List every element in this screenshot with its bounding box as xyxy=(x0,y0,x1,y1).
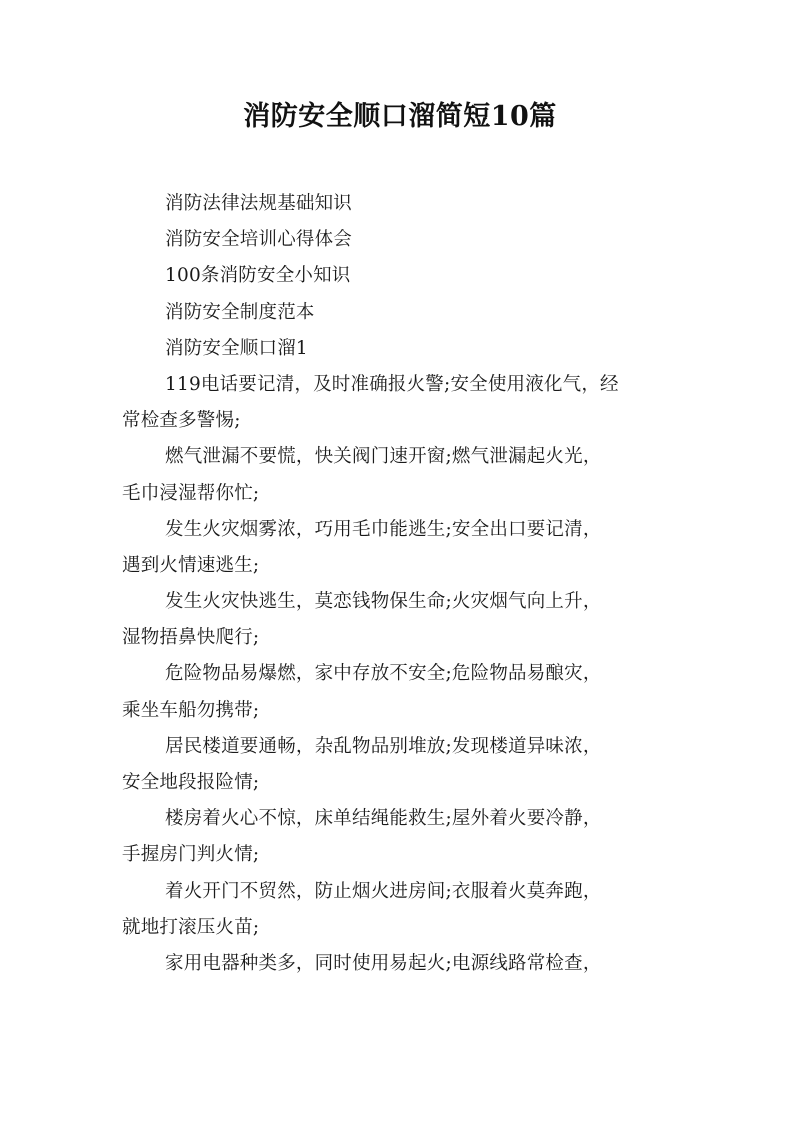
toc-item: 消防法律法规基础知识 xyxy=(165,193,353,214)
paragraph-line: 着火开门不贸然，防止烟火进房间;衣服着火莫奔跑， xyxy=(165,880,602,902)
toc-item: 消防安全制度范本 xyxy=(165,301,315,323)
paragraph xyxy=(122,584,682,656)
paragraph xyxy=(122,656,682,728)
paragraph-line: 湿物捂鼻快爬行; xyxy=(122,627,260,649)
paragraph-line: 家用电器种类多，同时使用易起火;电源线路常检查， xyxy=(165,952,602,974)
paragraph-line: 119电话要记清，及时准确报火警;安全使用液化气，经 xyxy=(165,373,619,395)
paragraph-line: 毛巾浸湿帮你忙; xyxy=(122,482,260,504)
paragraph-line: 安全地段报险情; xyxy=(122,772,260,793)
paragraph xyxy=(122,801,682,873)
paragraph-line: 燃气泄漏不要慌，快关阀门速开窗;燃气泄漏起火光， xyxy=(165,446,602,468)
paragraph-line: 楼房着火心不惊，床单结绳能救生;屋外着火要冷静， xyxy=(165,808,602,830)
paragraph-line: 危险物品易爆燃，家中存放不安全;危险物品易酿灾， xyxy=(165,663,602,685)
document-body xyxy=(122,186,682,982)
paragraph-line: 发生火灾烟雾浓，巧用毛巾能逃生;安全出口要记清， xyxy=(165,518,602,540)
section-heading: 消防安全顺口溜1 xyxy=(165,337,308,359)
paragraph-line: 遇到火情速逃生; xyxy=(122,554,260,576)
paragraph xyxy=(122,367,682,439)
paragraph-line: 居民楼道要通畅，杂乱物品别堆放;发现楼道异味浓， xyxy=(165,735,602,757)
paragraph-line: 手握房门判火情; xyxy=(122,844,260,866)
paragraph xyxy=(122,439,682,511)
document-title: 消防安全顺口溜简短10篇 xyxy=(243,101,557,132)
paragraph xyxy=(122,729,682,801)
paragraph-line: 乘坐车船勿携带; xyxy=(122,699,260,721)
paragraph-line: 发生火灾快逃生，莫恋钱物保生命;火灾烟气向上升， xyxy=(165,591,602,613)
toc-item: 100条消防安全小知识 xyxy=(165,265,351,287)
toc-item: 消防安全培训心得体会 xyxy=(165,229,353,251)
paragraph-line: 就地打滚压火苗; xyxy=(122,916,260,938)
paragraph xyxy=(122,874,682,946)
paragraph xyxy=(122,512,682,584)
paragraph-line: 常检查多警惕; xyxy=(122,410,241,432)
paragraph xyxy=(122,946,682,982)
